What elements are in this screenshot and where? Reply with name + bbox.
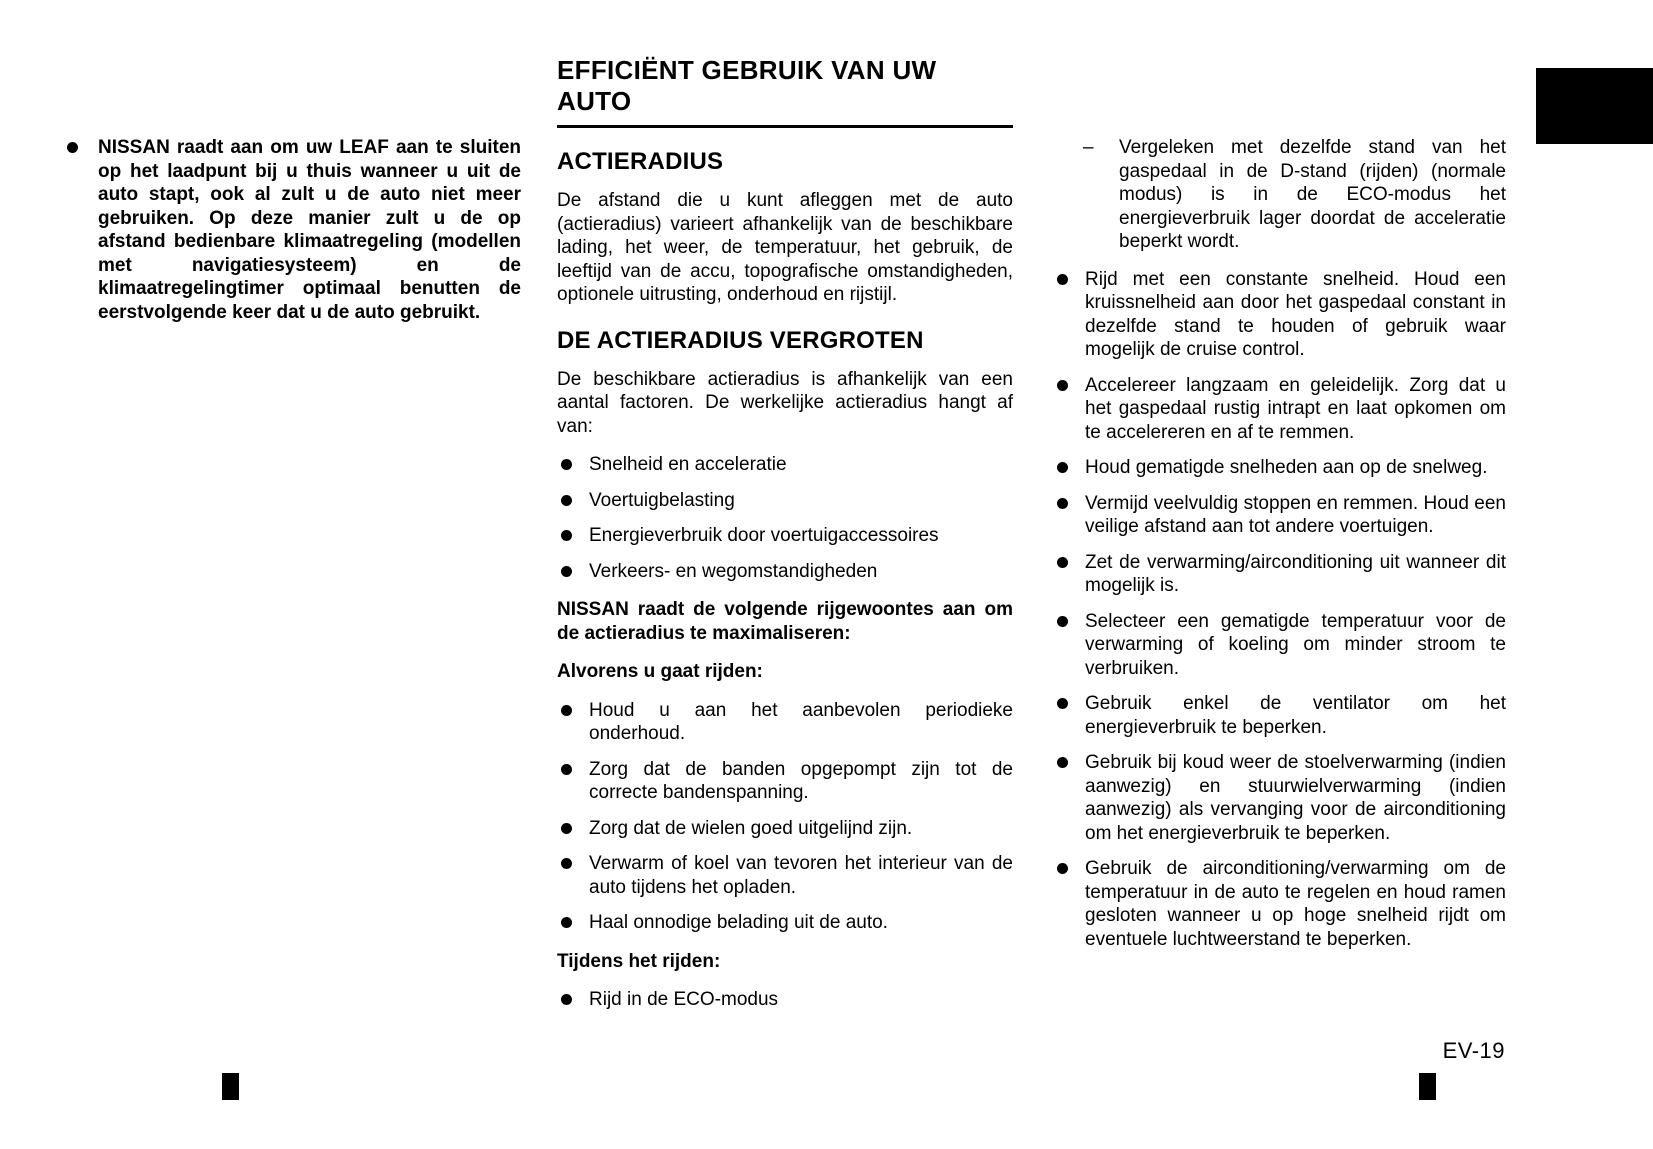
list-item	[1057, 456, 1506, 480]
list-item	[1057, 692, 1506, 739]
list-item	[1057, 374, 1506, 445]
bullet-icon	[561, 705, 572, 716]
list-item	[67, 136, 521, 324]
tip-text: Rijd in de ECO-modus	[589, 989, 779, 1010]
list-item	[1057, 610, 1506, 681]
tip-text: Rijd met een constante snelheid. Houd een kruissnelheid aan door het gaspedaal constant in dezelfde stand te houden of gebruik waar mogelijk de cruise control.	[1085, 268, 1506, 360]
bullet-icon	[1057, 557, 1068, 568]
bullet-icon	[1057, 380, 1068, 391]
print-mark-left	[222, 1073, 239, 1100]
list-item	[1057, 551, 1506, 598]
left-column	[63, 136, 521, 324]
section1-body: De afstand die u kunt afleggen met de auto (actieradius) varieert afhankelijk van de beschikbare lading, het weer, de temperatuur, het gebruik, de leeftijd van de accu, topografische omstandigheden, optionele uitrusting, onderhoud en rijstijl.	[557, 190, 1013, 305]
factor-text: Energieverbruik door voertuigaccessoires	[589, 525, 939, 546]
bullet-icon	[1057, 863, 1068, 874]
while-driving-list	[557, 988, 1013, 1012]
list-item	[561, 988, 1013, 1012]
dash-icon: –	[1083, 137, 1094, 158]
eco-sub-item	[1053, 136, 1506, 254]
bullet-icon	[1057, 757, 1068, 768]
list-item	[1057, 857, 1506, 951]
page-number: EV-19	[1442, 1038, 1505, 1063]
tip-text: Selecteer een gematigde temperatuur voor de verwarming of koeling om minder stroom te verbruiken.	[1085, 610, 1506, 679]
section2-intro: De beschikbare actieradius is afhankelijk van een aantal factoren. De werkelijke actieradius hangt af van:	[557, 368, 1013, 437]
title-rule	[557, 125, 1013, 128]
tip-text: Gebruik enkel de ventilator om het energieverbruik te beperken.	[1085, 693, 1506, 738]
bullet-icon	[1057, 274, 1068, 285]
tip-text: Gebruik bij koud weer de stoelverwarming (indien aanwezig) en stuurwielverwarming (indien aanwezig) als vervanging voor de airconditioning om het energieverbruik te beperken.	[1085, 752, 1506, 844]
left-note-text: NISSAN raadt aan om uw LEAF aan te sluiten op het laadpunt bij u thuis wanneer u uit de auto stapt, ook al zult u de auto niet meer gebruiken. Op deze manier zult u de op afstand bedienbare klimaatregeling (modellen met navigatiesysteem) en de klimaatregelingtimer optimaal benutten de eerstvolgende keer dat u de auto gebruikt.	[98, 137, 521, 323]
tip-text: Gebruik de airconditioning/verwarming om de temperatuur in de auto te regelen en houd ramen gesloten wanneer u op hoge snelheid rijdt om eventuele luchtweerstand te beperken.	[1085, 858, 1506, 950]
bullet-icon	[561, 823, 572, 834]
eco-sub-item-text: Vergeleken met dezelfde stand van het gaspedaal in de D-stand (rijden) (normale modus) is in de ECO-modus het energieverbruik lager doordat de acceleratie beperkt wordt.	[1119, 137, 1506, 252]
page-title: EFFICIËNT GEBRUIK VAN UW AUTO	[557, 55, 937, 116]
tip-text: Verwarm of koel van tevoren het interieur van de auto tijdens het opladen.	[589, 853, 1013, 898]
list-item	[561, 852, 1013, 899]
bullet-icon	[561, 566, 572, 577]
section-heading-actieradius: ACTIERADIUS	[557, 148, 724, 175]
driving-tips-list	[1053, 268, 1506, 952]
advice-intro: NISSAN raadt de volgende rijgewoontes aan om de actieradius te maximaliseren:	[557, 599, 1013, 644]
tip-text: Vermijd veelvuldig stoppen en remmen. Houd een veilige afstand aan tot andere voertuigen.	[1085, 492, 1506, 537]
bullet-icon	[561, 994, 572, 1005]
list-item	[1057, 751, 1506, 845]
bullet-icon	[67, 142, 78, 153]
tip-text: Zorg dat de wielen goed uitgelijnd zijn.	[589, 817, 913, 839]
list-item	[561, 699, 1013, 746]
middle-column	[557, 55, 1013, 1012]
list-item	[561, 489, 1013, 513]
tip-text: Zorg dat de banden opgepompt zijn tot de correcte bandenspanning.	[589, 758, 1013, 803]
bullet-icon	[561, 530, 572, 541]
before-driving-list	[557, 699, 1013, 935]
bullet-icon	[561, 858, 572, 869]
bullet-icon	[561, 495, 572, 506]
factor-text: Verkeers- en wegomstandigheden	[589, 560, 878, 582]
while-driving-heading: Tijdens het rijden:	[557, 950, 721, 972]
factor-text: Snelheid en acceleratie	[589, 454, 787, 475]
right-column	[1053, 136, 1506, 951]
left-note-list	[63, 136, 521, 324]
bullet-icon	[1057, 498, 1068, 509]
before-driving-heading: Alvorens u gaat rijden:	[557, 661, 763, 682]
print-mark-right	[1419, 1073, 1436, 1100]
bullet-icon	[1057, 698, 1068, 709]
list-item	[561, 817, 1013, 841]
tip-text: Houd gematigde snelheden aan op de snelweg.	[1085, 457, 1488, 478]
tip-text: Haal onnodige belading uit de auto.	[589, 912, 888, 933]
bullet-icon	[561, 459, 572, 470]
list-item	[1057, 492, 1506, 539]
section-tab-marker	[1536, 68, 1653, 144]
bullet-icon	[1057, 462, 1068, 473]
section-heading-vergroten: DE ACTIERADIUS VERGROTEN	[557, 326, 924, 354]
list-item	[561, 560, 1013, 584]
tip-text: Zet de verwarming/airconditioning uit wanneer dit mogelijk is.	[1085, 551, 1506, 596]
list-item	[561, 453, 1013, 477]
tip-text: Houd u aan het aanbevolen periodieke onderhoud.	[589, 699, 1013, 744]
factor-text: Voertuigbelasting	[589, 489, 735, 511]
factors-list	[557, 453, 1013, 583]
bullet-icon	[1057, 616, 1068, 627]
list-item	[561, 758, 1013, 805]
list-item	[561, 911, 1013, 935]
bullet-icon	[561, 764, 572, 775]
list-item	[561, 524, 1013, 548]
bullet-icon	[561, 917, 572, 928]
tip-text: Accelereer langzaam en geleidelijk. Zorg dat u het gaspedaal rustig intrapt en laat opkomen om te accelereren en af te remmen.	[1085, 374, 1506, 443]
list-item	[1057, 268, 1506, 362]
